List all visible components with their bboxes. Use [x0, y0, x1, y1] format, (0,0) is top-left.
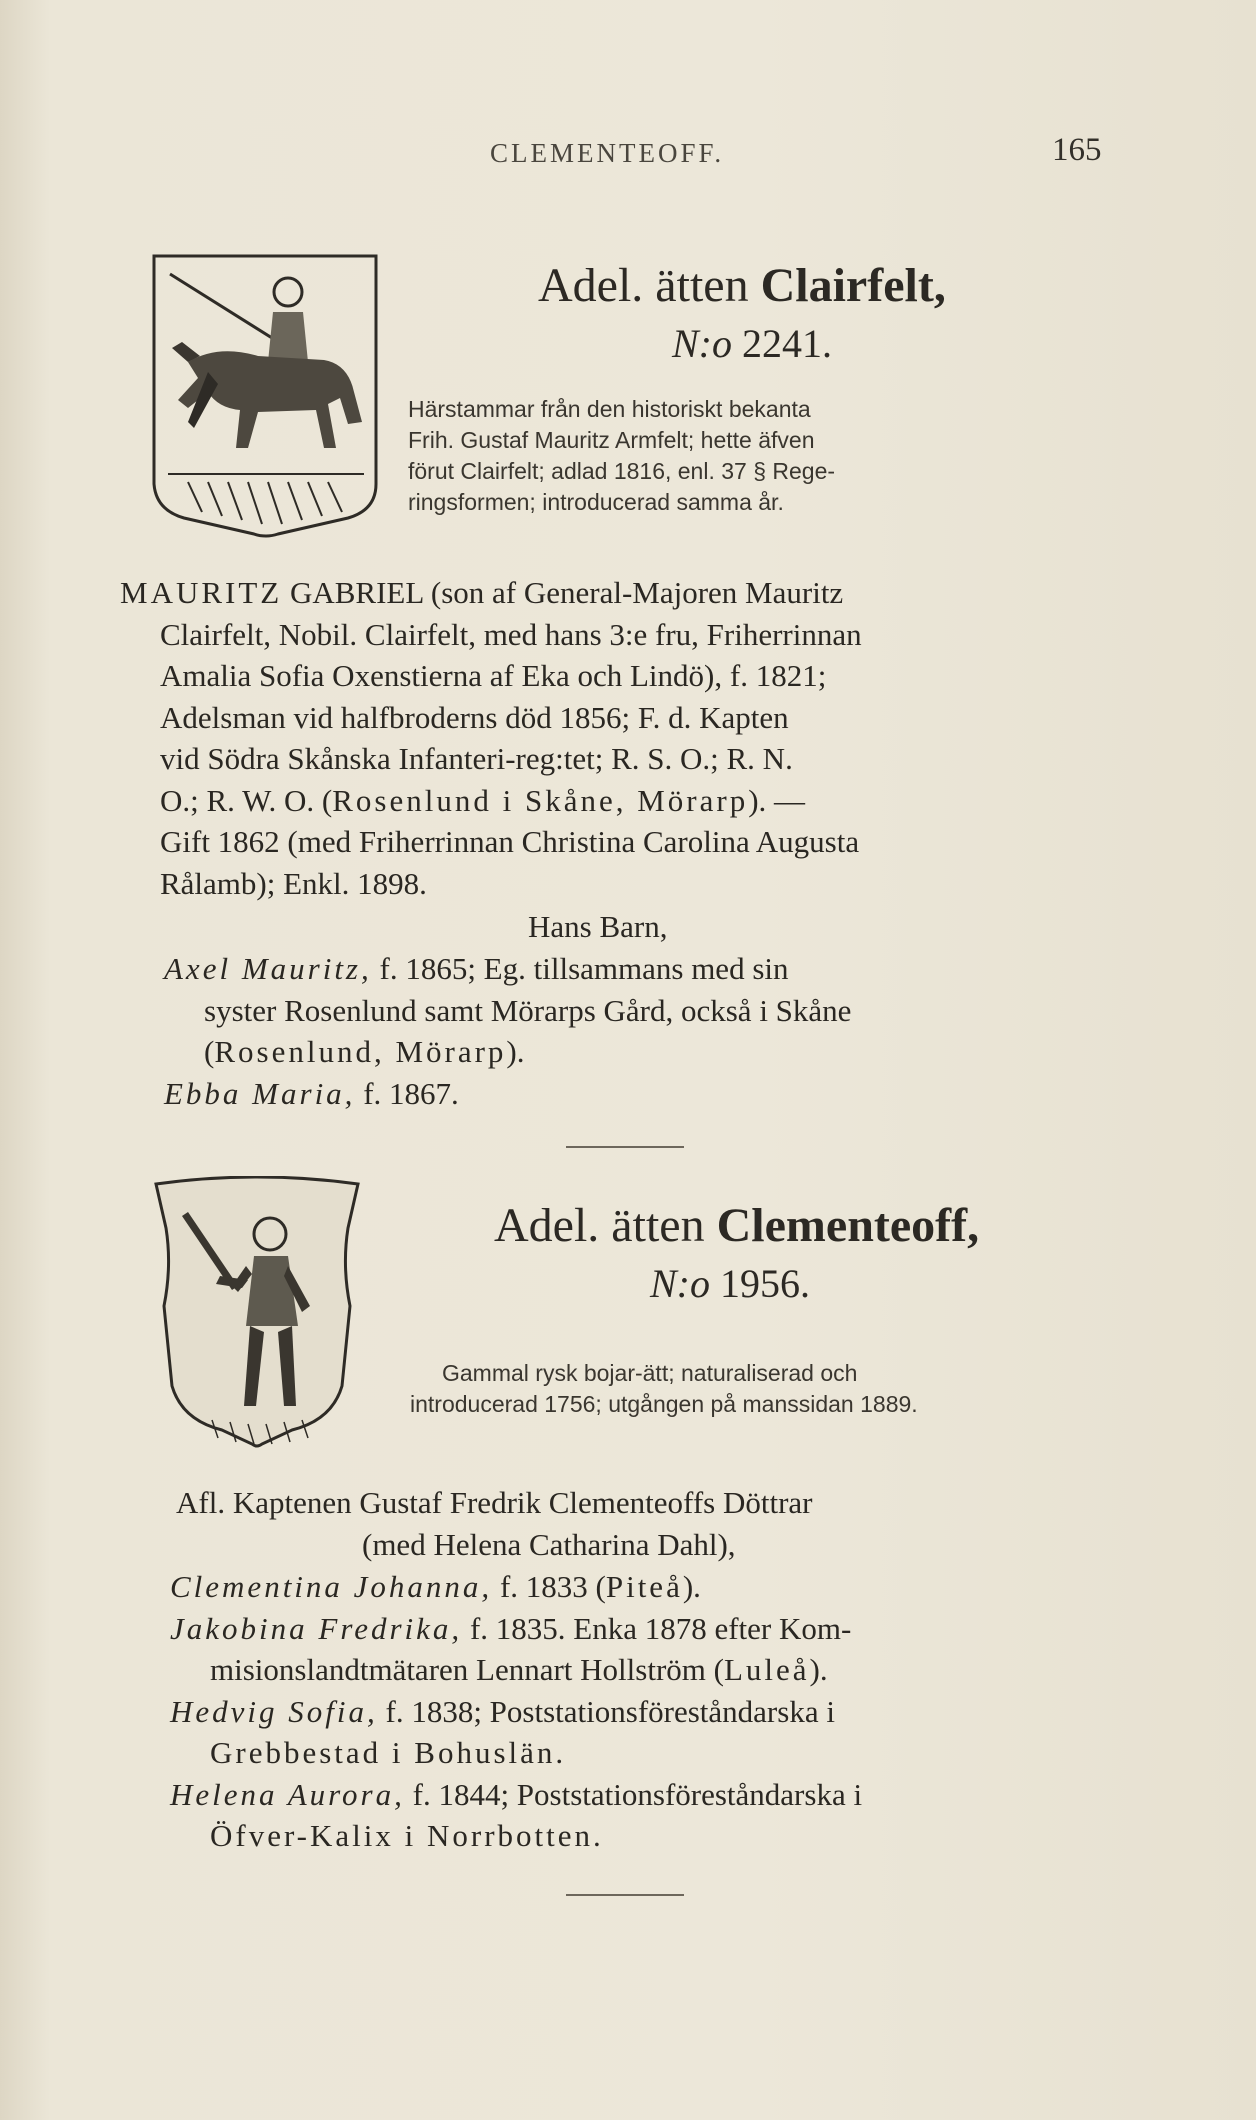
daughter-entry	[170, 1566, 862, 1608]
end-divider	[566, 1894, 684, 1896]
child-name: Ebba Maria,	[164, 1075, 356, 1111]
child-details: ).	[506, 1034, 525, 1069]
daughter-name: Hedvig Sofia,	[170, 1693, 378, 1729]
entry1-body-line	[120, 780, 862, 822]
daughter-details: ).	[682, 1569, 701, 1604]
daughter-details: misionslandtmätaren Lennart Hollström (	[210, 1652, 724, 1687]
knight-on-horse-crest-icon	[148, 252, 384, 540]
entry2-note	[410, 1358, 918, 1420]
entry1-note-line: förut Clairfelt; adlad 1816, enl. 37 § Rege-	[408, 458, 836, 484]
child-details: f. 1867.	[363, 1075, 459, 1111]
entry2-note-line: Gammal rysk bojar-ätt; naturaliserad och	[442, 1360, 858, 1386]
child-details-line	[164, 1031, 851, 1073]
knight-with-sword-crest-icon	[142, 1176, 372, 1456]
child-details-line: syster Rosenlund samt Mörarps Gård, också i Skåne	[204, 992, 852, 1028]
entry1-number-value: 2241.	[742, 321, 832, 366]
entry2-body-line: (med Helena Catharina Dahl),	[362, 1527, 736, 1562]
entry1-title-prefix: Adel. ätten	[538, 259, 749, 312]
running-head: CLEMENTEOFF.	[490, 138, 725, 168]
entry2-body-line: Afl. Kaptenen Gustaf Fredrik Clementeoffs Döttrar	[176, 1485, 813, 1520]
daughter-details-line	[170, 1649, 862, 1691]
child-details: f. 1865; Eg. tillsammans med sin	[379, 951, 789, 986]
daughter-entry	[170, 1774, 862, 1816]
place-name-spaced: Rosenlund i Skåne, Mörarp	[332, 782, 749, 818]
entry1-note-line: Frih. Gustaf Mauritz Armfelt; hette äfven	[408, 427, 815, 453]
entry1-body-text: O.; R. W. O. (	[160, 782, 333, 818]
entry2-number-prefix: N:o	[650, 1261, 710, 1306]
entry1-body-line: Gift 1862 (med Friherrinnan Christina Carolina Augusta	[160, 824, 860, 859]
entry2-title	[494, 1198, 979, 1253]
daughter-details: f. 1833 (	[499, 1569, 606, 1604]
daughter-entry	[170, 1691, 862, 1733]
place-name-spaced: Rosenlund, Mörarp	[214, 1034, 507, 1069]
entry1-note-line: ringsformen; introducerad samma år.	[408, 489, 784, 515]
entry1-body-line	[120, 572, 862, 614]
entry1-body-line: vid Södra Skånska Infanteri-reg:tet; R. S. O.; R. N.	[160, 741, 793, 776]
entry1-body-line: Amalia Sofia Oxenstierna af Eka och Lindö), f. 1821;	[160, 658, 827, 693]
entry2-title-name: Clementeoff,	[716, 1199, 980, 1252]
daughter-name: Helena Aurora,	[170, 1776, 405, 1812]
daughter-details: f. 1835. Enka 1878 efter Kom-	[469, 1610, 852, 1646]
entry1-title	[538, 258, 946, 313]
place-name-spaced: Piteå	[605, 1569, 683, 1604]
child-name: Axel Mauritz,	[164, 951, 372, 986]
child-details: (	[204, 1034, 215, 1069]
daughter-details: f. 1844; Poststationsföreståndarska i	[412, 1776, 863, 1812]
child-entry	[164, 1073, 851, 1115]
daughter-entry	[170, 1608, 862, 1650]
entry1-number	[672, 320, 832, 367]
daughter-details-line: Grebbestad i Bohuslän.	[210, 1735, 567, 1770]
entry1-body	[120, 572, 862, 904]
entry2-number-value: 1956.	[720, 1261, 810, 1306]
entry2-number	[650, 1260, 810, 1307]
daughter-details: f. 1838; Poststationsföreståndarska i	[385, 1693, 835, 1729]
entry1-children	[164, 948, 851, 1114]
entry1-body-line: Clairfelt, Nobil. Clairfelt, med hans 3:e fru, Friherrinnan	[160, 616, 862, 652]
page-number: 165	[1052, 132, 1102, 168]
entry1-note	[408, 394, 835, 518]
section-divider	[566, 1146, 684, 1148]
entry2-note-line: introducerad 1756; utgången på manssidan 1889.	[410, 1391, 918, 1417]
child-entry	[164, 948, 851, 990]
entry1-body-text: ). —	[748, 782, 806, 818]
entry1-body-text: GABRIEL (son af General-Majoren Mauritz	[289, 575, 844, 610]
entry1-body-line: Adelsman vid halfbroderns död 1856; F. d. Kapten	[160, 699, 789, 735]
entry1-number-prefix: N:o	[672, 321, 732, 366]
entry2-title-prefix: Adel. ätten	[494, 1199, 705, 1252]
entry1-title-name: Clairfelt,	[760, 259, 946, 312]
daughter-name: Jakobina Fredrika,	[170, 1610, 463, 1646]
person-name-spaced: MAURITZ	[120, 575, 283, 610]
entry1-body-line: Rålamb); Enkl. 1898.	[160, 865, 427, 901]
daughter-details-line: Öfver-Kalix i Norrbotten.	[210, 1818, 604, 1853]
daughter-name: Clementina Johanna,	[170, 1569, 493, 1604]
entry1-note-line: Härstammar från den historiskt bekanta	[408, 396, 811, 422]
place-name-spaced: Luleå	[723, 1652, 810, 1687]
entry2-daughters	[170, 1566, 862, 1857]
daughter-details: ).	[809, 1652, 828, 1687]
children-heading: Hans Barn,	[528, 909, 668, 944]
